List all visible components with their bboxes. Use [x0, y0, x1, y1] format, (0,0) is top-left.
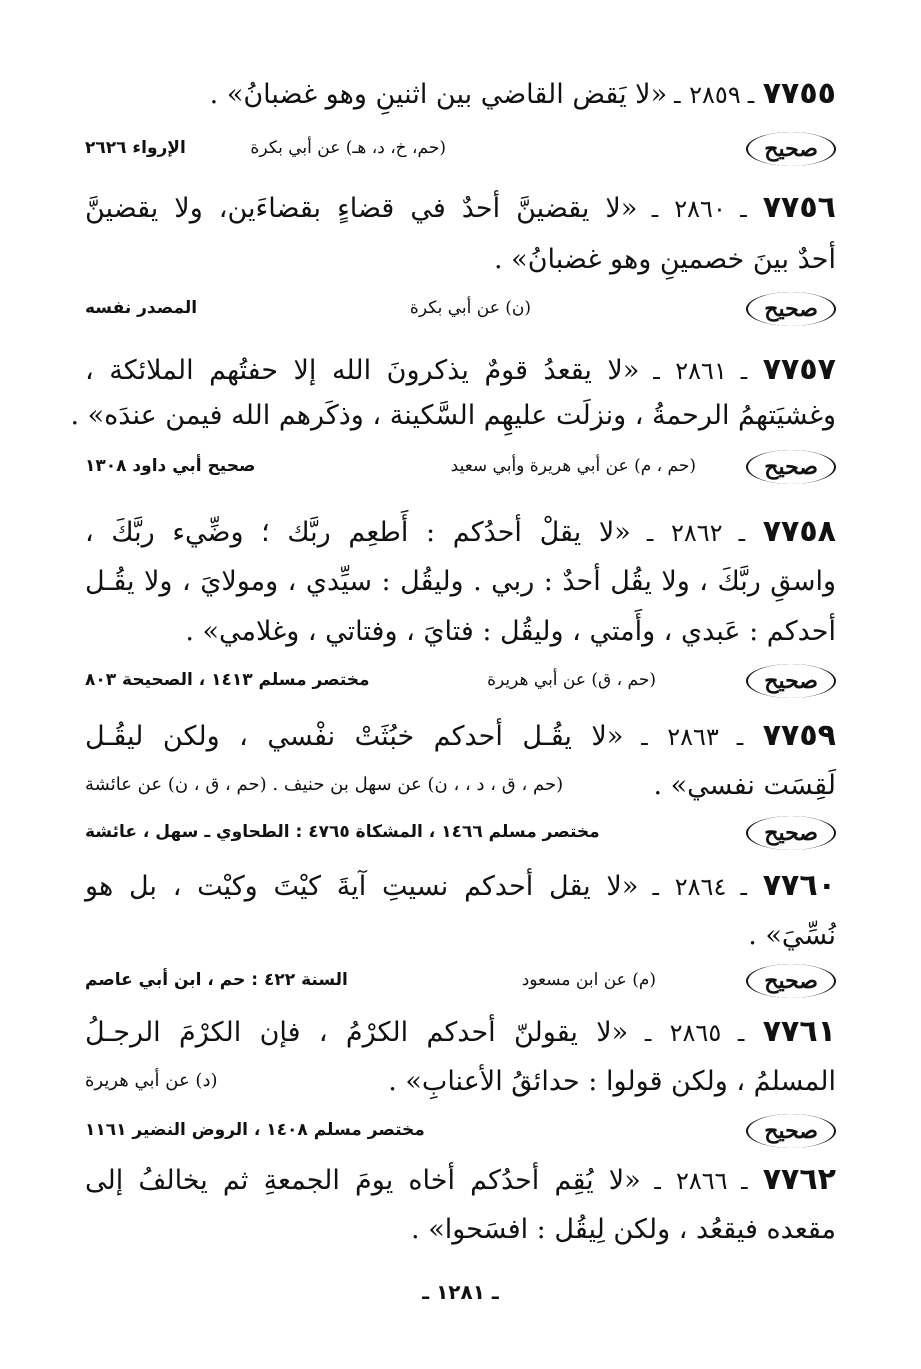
hadith-sub-number: ٢٨٦١ [675, 357, 727, 385]
hadith-sub-number: ٢٨٦٢ [670, 519, 723, 547]
hadith-text: أحدكم : عَبدي ، وأَمتي ، وليقُل : فتايَ ، وفتاتي ، وغلامي» . [185, 616, 836, 647]
grade-row [85, 664, 836, 704]
narration: (حم ، ق) عن أبي هريرة [487, 670, 656, 690]
hadith-line: ٧٧٦٢ ـ ٢٨٦٦ ـ «لا يُقِم أحدُكم أخاه يومَ الجمعةِ ثم يخالفُ إلى [85, 1162, 836, 1197]
hadith-line [85, 766, 836, 806]
hadith-text: نُسِّيَ» . [748, 920, 836, 951]
hadith-line [70, 396, 836, 436]
hadith-text: لَقِسَت نفسي» . [653, 770, 836, 801]
hadith-text: وغشيَتهمُ الرحمةُ ، ونزلَت عليهِم السَّكينة ، وذكَرهم الله فيمن عندَه» . [70, 400, 836, 431]
grade-badge: صحيح [746, 1114, 836, 1148]
hadith-number: ٧٧٥٥ [762, 76, 836, 111]
grade-row [85, 132, 836, 172]
hadith-text: «لا يقولنّ أحدكم الكرْمُ ، فإن الكرْمَ الرجـلُ [85, 1017, 629, 1048]
hadith-line: ٧٧٥٩ ـ ٢٨٦٣ ـ «لا يقُـل أحدكم خبُثَتْ نفْسي ، ولكن ليقُـل [85, 718, 836, 753]
grade-badge: صحيح [746, 964, 836, 998]
hadith-text: «لا يقعدُ قومٌ يذكرونَ الله إلا حفتُهم الملائكة ، [85, 355, 640, 386]
hadith-text: المسلمُ ، ولكن قولوا : حدائقُ الأعنابِ» . [388, 1066, 836, 1097]
hadith-line: ٧٧٥٥ ـ ٢٨٥٩ ـ «لا يَقض القاضي بين اثنينِ وهو غضبانُ» . [209, 76, 836, 111]
hadith-text: مقعده فيقعُد ، ولكن لِيقُل : افسَحوا» . [411, 1214, 836, 1245]
narration: (حم ، م) عن أبي هريرة وأبي سعيد [450, 456, 696, 476]
hadith-number: ٧٧٥٦ [762, 190, 836, 225]
hadith-line: ٧٧٥٧ ـ ٢٨٦١ ـ «لا يقعدُ قومٌ يذكرونَ الله إلا حفتُهم الملائكة ، [85, 352, 836, 387]
page-number: ـ ١٢٨١ ـ [422, 1280, 499, 1304]
hadith-text: «لا يقلْ أحدُكم : أَطعِم ربَّك ؛ وضِّيء ربَّكَ ، [85, 517, 631, 548]
hadith-number: ٧٧٦٢ [762, 1162, 836, 1197]
hadith-sub-number: ٢٨٦٦ [675, 1167, 728, 1195]
hadith-line [85, 240, 836, 280]
hadith-number: ٧٧٥٩ [762, 718, 836, 753]
hadith-text: أحدٌ بينَ خصمينِ وهو غضبانُ» . [494, 244, 836, 275]
grade-badge: صحيح [746, 816, 836, 850]
hadith-line: ٧٧٥٨ ـ ٢٨٦٢ ـ «لا يقلْ أحدُكم : أَطعِم ربَّك ؛ وضِّيء ربَّكَ ، [85, 514, 836, 549]
grade-badge: صحيح [746, 664, 836, 698]
hadith-text: «لا يقُـل أحدكم خبُثَتْ نفْسي ، ولكن ليقُـل [85, 721, 624, 752]
hadith-line: ٧٧٦٠ ـ ٢٨٦٤ ـ «لا يقل أحدكم نسيتِ آيةَ كيْتَ وكيْت ، بل هو [85, 868, 836, 903]
narration: (ن) عن أبي بكرة [409, 298, 531, 318]
hadith-sub-number: ٢٨٥٩ [689, 81, 741, 109]
reference: مختصر مسلم ١٤٠٨ ، الروض النضير ١١٦١ [85, 1120, 425, 1140]
hadith-line [85, 612, 836, 652]
reference: المصدر نفسه [85, 298, 198, 318]
reference: مختصر مسلم ١٤٦٦ ، المشكاة ٤٧٦٥ : الطحاوي ـ سهل ، عائشة [85, 822, 600, 842]
hadith-line [85, 562, 836, 602]
hadith-sub-number: ٢٨٦٥ [669, 1019, 722, 1047]
grade-badge: صحيح [746, 450, 836, 484]
reference: السنة ٤٢٢ : حم ، ابن أبي عاصم [85, 970, 348, 990]
grade-badge: صحيح [746, 132, 836, 166]
hadith-text: «لا يقل أحدكم نسيتِ آيةَ كيْتَ وكيْت ، بل هو [85, 871, 639, 902]
hadith-text: واسقِ ربَّكَ ، ولا يقُل أحدٌ : ربي . وليقُل : سيِّدي ، ومولايَ ، ولا يقُـل [85, 566, 836, 597]
grade-row [85, 292, 836, 332]
reference: مختصر مسلم ١٤١٣ ، الصحيحة ٨٠٣ [85, 670, 370, 690]
hadith-text: «لا يقضينَّ أحدٌ في قضاءٍ بقضاءَين، ولا يقضينَّ [85, 193, 638, 224]
hadith-number: ٧٧٦٠ [762, 868, 836, 903]
hadith-sub-number: ٢٨٦٠ [674, 195, 726, 223]
hadith-sub-number: ٢٨٦٤ [674, 873, 727, 901]
grade-row [85, 964, 836, 1004]
hadith-line [85, 1210, 836, 1250]
narration: (م) عن ابن مسعود [521, 970, 656, 990]
hadith-sub-number: ٢٨٦٣ [667, 723, 719, 751]
hadith-number: ٧٧٥٨ [762, 514, 836, 549]
grade-row [85, 1114, 836, 1154]
hadith-text: «لا يَقض القاضي بين اثنينِ وهو غضبانُ» . [209, 79, 668, 110]
reference: الإرواء ٢٦٢٦ [85, 138, 186, 158]
reference: صحيح أبي داود ١٣٠٨ [85, 456, 256, 476]
grade-badge: صحيح [746, 292, 836, 326]
narration: (د) عن أبي هريرة [85, 1070, 218, 1091]
hadith-line [85, 916, 836, 956]
grade-row [85, 816, 836, 856]
hadith-number: ٧٧٥٧ [762, 352, 836, 387]
narration: (حم، خ، د، هـ) عن أبي بكرة [250, 138, 446, 158]
narration: (حم ، ق ، د ، ، ن) عن سهل بن حنيف . (حم ، ق ، ن) عن عائشة [85, 774, 564, 795]
hadith-line [85, 1062, 836, 1102]
hadith-number: ٧٧٦١ [762, 1014, 836, 1049]
hadith-line: ٧٧٦١ ـ ٢٨٦٥ ـ «لا يقولنّ أحدكم الكرْمُ ، فإن الكرْمَ الرجـلُ [85, 1014, 836, 1049]
grade-row [85, 450, 836, 490]
hadith-line: ٧٧٥٦ ـ ٢٨٦٠ ـ «لا يقضينَّ أحدٌ في قضاءٍ بقضاءَين، ولا يقضينَّ [85, 190, 836, 225]
hadith-text: «لا يُقِم أحدُكم أخاه يومَ الجمعةِ ثم يخالفُ إلى [85, 1165, 641, 1196]
